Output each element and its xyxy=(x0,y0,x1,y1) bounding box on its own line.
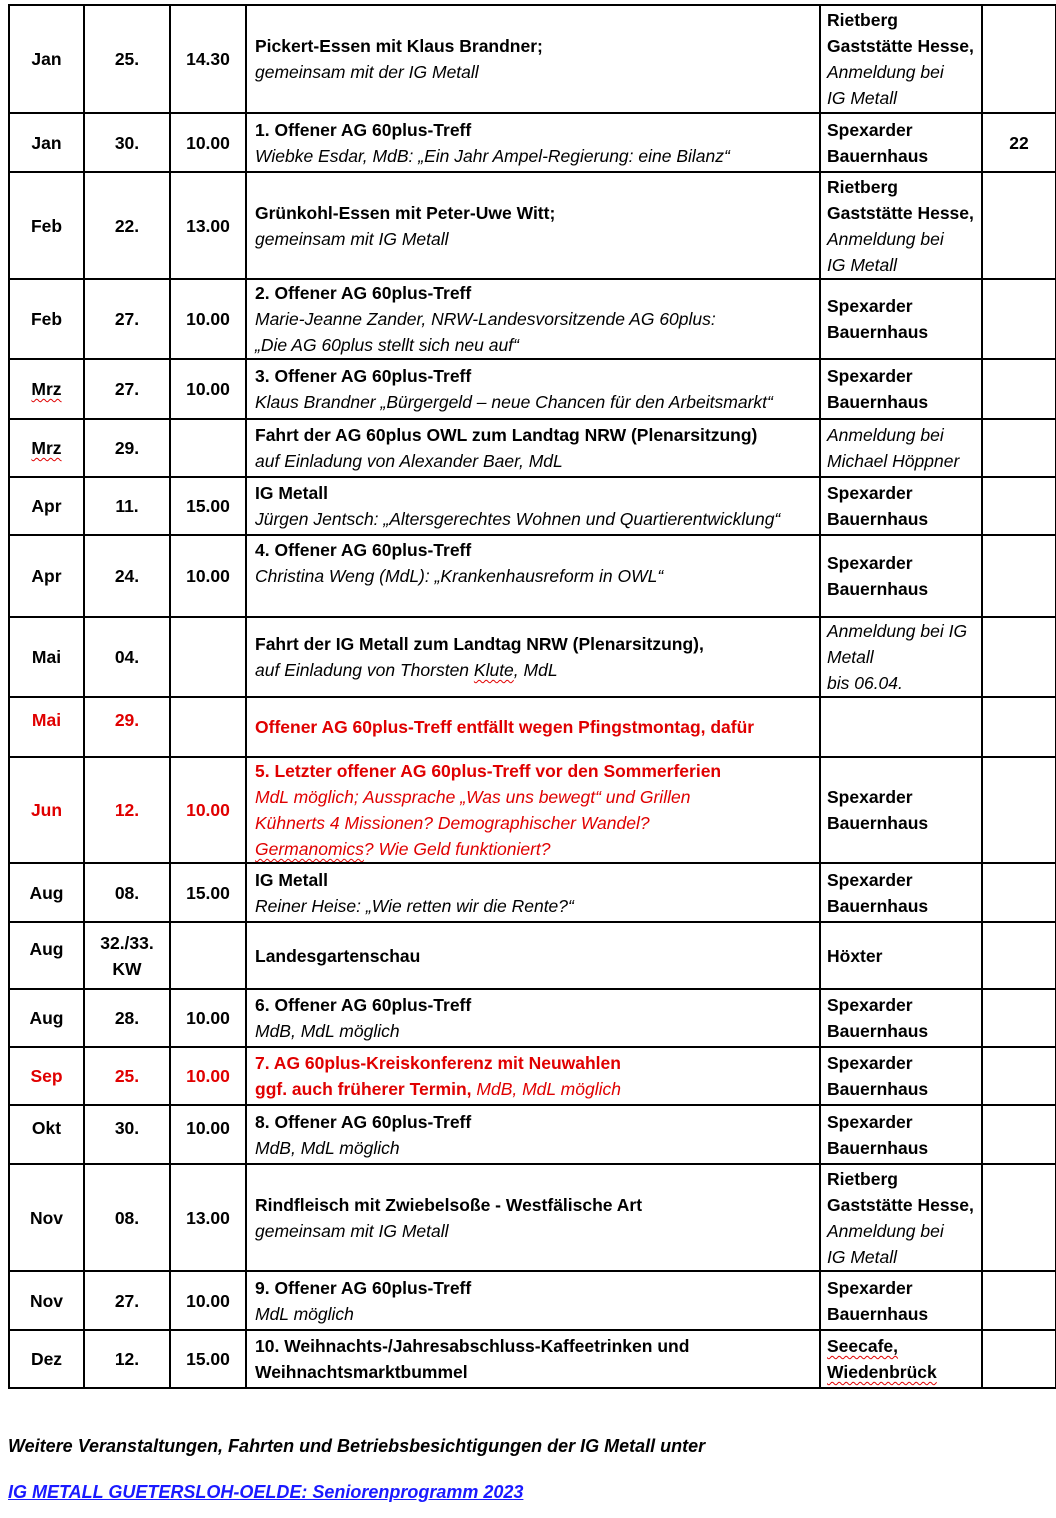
location-line: Bauernhaus xyxy=(827,813,929,833)
location-cell xyxy=(820,535,982,617)
time-cell: 10.00 xyxy=(170,113,246,172)
location-line: Gaststätte Hesse, xyxy=(827,1194,974,1215)
location-note: Metall xyxy=(827,647,874,667)
month-cell: Nov xyxy=(9,1164,84,1271)
month-cell: Aug xyxy=(9,922,84,989)
day-cell: 28. xyxy=(84,989,170,1047)
location-line: Gaststätte Hesse, xyxy=(827,202,974,223)
day-cell: 08. xyxy=(84,1164,170,1271)
month-cell xyxy=(9,359,84,419)
location-text: Wiedenbrück xyxy=(827,1362,937,1382)
event-cell xyxy=(246,5,820,113)
time-cell xyxy=(170,617,246,697)
location-line xyxy=(827,1359,979,1385)
location-cell xyxy=(820,477,982,535)
table-row xyxy=(9,989,1056,1047)
location-cell xyxy=(820,1164,982,1271)
location-line: Bauernhaus xyxy=(827,322,929,342)
month-cell: Apr xyxy=(9,477,84,535)
table-row xyxy=(9,419,1056,477)
month-text: Mrz xyxy=(31,438,62,458)
day-text: 32./33. xyxy=(100,932,154,953)
event-title: Rindfleisch mit Zwiebelsoße - Westfälische Art xyxy=(255,1194,643,1215)
location-line: Bauernhaus xyxy=(827,1137,929,1158)
number-cell xyxy=(982,477,1056,535)
event-detail: auf Einladung von Alexander Baer, MdL xyxy=(255,451,563,471)
location-line: Spexarder xyxy=(827,787,913,807)
table-row xyxy=(9,1047,1056,1105)
number-cell xyxy=(982,697,1056,757)
location-note: Anmeldung bei IG xyxy=(827,621,968,641)
event-title: 9. Offener AG 60plus-Treff xyxy=(255,1277,472,1298)
month-cell: Sep xyxy=(9,1047,84,1105)
time-cell: 15.00 xyxy=(170,863,246,922)
location-cell xyxy=(820,113,982,172)
table-row xyxy=(9,359,1056,419)
event-detail-part: ? Wie Geld funktioniert? xyxy=(363,839,551,859)
event-cell xyxy=(246,1105,820,1164)
location-line: Bauernhaus xyxy=(827,509,929,529)
location-line: Bauernhaus xyxy=(827,895,929,916)
day-cell: 25. xyxy=(84,1047,170,1105)
seniorenprogramm-link[interactable]: IG METALL GUETERSLOH-OELDE: Seniorenprogramm 2023 xyxy=(8,1482,524,1502)
number-cell xyxy=(982,1330,1056,1388)
location-cell xyxy=(820,617,982,697)
day-cell: 22. xyxy=(84,172,170,279)
location-line: Spexarder xyxy=(827,1053,913,1073)
day-cell: 25. xyxy=(84,5,170,113)
location-note: IG Metall xyxy=(827,254,898,275)
month-cell: Dez xyxy=(9,1330,84,1388)
location-cell xyxy=(820,757,982,863)
table-row xyxy=(9,1105,1056,1164)
location-note: Anmeldung bei xyxy=(827,62,944,82)
event-detail xyxy=(255,1076,811,1102)
number-cell xyxy=(982,757,1056,863)
location-note: Michael Höppner xyxy=(827,451,960,471)
event-cell xyxy=(246,697,820,757)
footer-note: Weitere Veranstaltungen, Fahrten und Betriebsbesichtigungen der IG Metall unter xyxy=(8,1436,706,1456)
month-cell: Feb xyxy=(9,279,84,359)
event-detail: Marie-Jeanne Zander, NRW-Landesvorsitzende AG 60plus: xyxy=(255,309,716,329)
location-cell xyxy=(820,863,982,922)
location-line: Rietberg xyxy=(827,1168,898,1189)
location-line: Spexarder xyxy=(827,1277,913,1298)
number-cell xyxy=(982,5,1056,113)
time-cell: 10.00 xyxy=(170,279,246,359)
event-title: 5. Letzter offener AG 60plus-Treff vor den Sommerferien xyxy=(255,761,722,781)
month-cell: Aug xyxy=(9,863,84,922)
location-note: IG Metall xyxy=(827,1246,898,1267)
location-note: Anmeldung bei xyxy=(827,425,944,445)
event-cell xyxy=(246,535,820,617)
number-cell xyxy=(982,989,1056,1047)
location-note: Anmeldung bei xyxy=(827,228,944,249)
number-cell xyxy=(982,359,1056,419)
event-title: IG Metall xyxy=(255,483,328,503)
location-line: Spexarder xyxy=(827,119,913,140)
time-cell: 10.00 xyxy=(170,1047,246,1105)
event-detail: MdL möglich; Aussprache „Was uns bewegt“ und Grillen xyxy=(255,787,691,807)
number-cell xyxy=(982,1271,1056,1330)
event-detail-part: MdB, MdL möglich xyxy=(471,1079,621,1099)
month-cell: Jan xyxy=(9,113,84,172)
table-row xyxy=(9,922,1056,989)
day-cell: 24. xyxy=(84,535,170,617)
month-cell: Apr xyxy=(9,535,84,617)
table-row xyxy=(9,5,1056,113)
month-cell: Jun xyxy=(9,757,84,863)
event-cell xyxy=(246,113,820,172)
number-cell xyxy=(982,922,1056,989)
event-cell xyxy=(246,172,820,279)
event-detail: gemeinsam mit IG Metall xyxy=(255,1220,449,1241)
event-detail: Jürgen Jentsch: „Altersgerechtes Wohnen und Quartierentwicklung“ xyxy=(255,509,781,529)
event-cell xyxy=(246,1047,820,1105)
event-detail: gemeinsam mit der IG Metall xyxy=(255,62,479,82)
location-cell xyxy=(820,419,982,477)
event-detail: Klaus Brandner „Bürgergeld – neue Chancen für den Arbeitsmarkt“ xyxy=(255,392,773,412)
number-cell xyxy=(982,535,1056,617)
time-cell: 14.30 xyxy=(170,5,246,113)
location-cell xyxy=(820,1330,982,1388)
location-text: Seecafe, xyxy=(827,1336,899,1356)
day-cell: 04. xyxy=(84,617,170,697)
number-cell xyxy=(982,1164,1056,1271)
event-cell xyxy=(246,922,820,989)
day-cell: 29. xyxy=(84,419,170,477)
table-row xyxy=(9,1330,1056,1388)
month-cell: Okt xyxy=(9,1105,84,1164)
table-row xyxy=(9,697,1056,757)
month-cell: Jan xyxy=(9,5,84,113)
location-line: Spexarder xyxy=(827,553,913,573)
event-detail xyxy=(255,657,811,683)
location-line: Spexarder xyxy=(827,1111,913,1132)
event-title: Grünkohl-Essen mit Peter-Uwe Witt; xyxy=(255,202,556,223)
month-cell: Mai xyxy=(9,697,84,757)
time-cell: 10.00 xyxy=(170,535,246,617)
event-cell xyxy=(246,989,820,1047)
location-line: Spexarder xyxy=(827,366,913,386)
day-cell: 11. xyxy=(84,477,170,535)
event-detail: Wiebke Esdar, MdB: „Ein Jahr Ampel-Regierung: eine Bilanz“ xyxy=(255,145,730,166)
location-line: Rietberg xyxy=(827,176,898,197)
location-note: Anmeldung bei xyxy=(827,1220,944,1241)
number-cell xyxy=(982,1047,1056,1105)
month-cell: Aug xyxy=(9,989,84,1047)
location-line: Gaststätte Hesse, xyxy=(827,36,974,56)
time-cell: 15.00 xyxy=(170,1330,246,1388)
location-line xyxy=(827,1333,979,1359)
event-cell xyxy=(246,1330,820,1388)
event-detail-part: Germanomics xyxy=(255,839,364,859)
event-cell xyxy=(246,279,820,359)
event-title: 8. Offener AG 60plus-Treff xyxy=(255,1111,472,1132)
number-cell xyxy=(982,172,1056,279)
event-title: Fahrt der IG Metall zum Landtag NRW (Plenarsitzung), xyxy=(255,634,704,654)
time-cell xyxy=(170,419,246,477)
event-title: Weihnachtsmarktbummel xyxy=(255,1362,468,1382)
location-line: Bauernhaus xyxy=(827,1303,929,1324)
time-cell: 10.00 xyxy=(170,1105,246,1164)
location-line: Höxter xyxy=(827,945,883,966)
event-cell xyxy=(246,617,820,697)
number-cell: 22 xyxy=(982,113,1056,172)
month-text: Mrz xyxy=(31,379,62,399)
time-cell: 10.00 xyxy=(170,359,246,419)
number-cell xyxy=(982,1105,1056,1164)
time-cell xyxy=(170,922,246,989)
day-cell: 12. xyxy=(84,1330,170,1388)
event-detail: „Die AG 60plus stellt sich neu auf“ xyxy=(255,335,519,355)
event-detail-part: , MdL xyxy=(513,660,558,680)
location-note: bis 06.04. xyxy=(827,673,903,693)
event-cell xyxy=(246,1164,820,1271)
location-line: Spexarder xyxy=(827,296,913,316)
event-title: 2. Offener AG 60plus-Treff xyxy=(255,283,472,303)
time-cell xyxy=(170,697,246,757)
month-cell xyxy=(9,419,84,477)
day-cell: 29. xyxy=(84,697,170,757)
location-line: Rietberg xyxy=(827,10,898,30)
day-cell: 12. xyxy=(84,757,170,863)
location-line: Bauernhaus xyxy=(827,579,929,599)
time-cell: 10.00 xyxy=(170,1271,246,1330)
day-text: KW xyxy=(112,958,142,979)
location-cell xyxy=(820,279,982,359)
event-detail-part: auf Einladung von Thorsten xyxy=(255,660,474,680)
table-row xyxy=(9,477,1056,535)
event-title: IG Metall xyxy=(255,869,328,890)
table-row xyxy=(9,863,1056,922)
number-cell xyxy=(982,863,1056,922)
day-cell: 30. xyxy=(84,1105,170,1164)
event-detail-part: Klute xyxy=(473,660,514,680)
table-row xyxy=(9,535,1056,617)
event-cell xyxy=(246,1271,820,1330)
time-cell: 10.00 xyxy=(170,989,246,1047)
table-row xyxy=(9,1164,1056,1271)
event-cell xyxy=(246,757,820,863)
location-cell xyxy=(820,922,982,989)
month-cell: Feb xyxy=(9,172,84,279)
time-cell: 13.00 xyxy=(170,1164,246,1271)
event-title: 10. Weihnachts-/Jahresabschluss-Kaffeetrinken und xyxy=(255,1336,690,1356)
table-row xyxy=(9,172,1056,279)
month-cell: Nov xyxy=(9,1271,84,1330)
event-title: 3. Offener AG 60plus-Treff xyxy=(255,366,472,386)
location-line: Spexarder xyxy=(827,869,913,890)
location-cell xyxy=(820,172,982,279)
location-cell xyxy=(820,1105,982,1164)
time-cell: 13.00 xyxy=(170,172,246,279)
table-row xyxy=(9,113,1056,172)
day-cell: 27. xyxy=(84,1271,170,1330)
location-cell xyxy=(820,1271,982,1330)
event-detail: Kühnerts 4 Missionen? Demographischer Wandel? xyxy=(255,813,650,833)
location-cell xyxy=(820,5,982,113)
event-detail-part: ggf. auch früherer Termin, xyxy=(255,1079,472,1099)
event-detail: gemeinsam mit IG Metall xyxy=(255,228,449,249)
event-cell xyxy=(246,863,820,922)
day-cell: 27. xyxy=(84,279,170,359)
location-note: IG Metall xyxy=(827,88,898,108)
month-cell: Mai xyxy=(9,617,84,697)
event-detail: MdL möglich xyxy=(255,1303,354,1324)
location-line: Bauernhaus xyxy=(827,1021,929,1041)
event-detail: Christina Weng (MdL): „Krankenhausreform in OWL“ xyxy=(255,566,664,586)
location-line: Bauernhaus xyxy=(827,1079,929,1099)
event-title: Fahrt der AG 60plus OWL zum Landtag NRW (Plenarsitzung) xyxy=(255,425,758,445)
table-row xyxy=(9,1271,1056,1330)
location-cell xyxy=(820,697,982,757)
event-title: Landesgartenschau xyxy=(255,945,421,966)
day-cell xyxy=(84,922,170,989)
event-cell xyxy=(246,359,820,419)
time-cell: 10.00 xyxy=(170,757,246,863)
day-cell: 27. xyxy=(84,359,170,419)
event-title: 4. Offener AG 60plus-Treff xyxy=(255,540,472,560)
event-detail: Reiner Heise: „Wie retten wir die Rente?“ xyxy=(255,895,574,916)
event-cell xyxy=(246,419,820,477)
table-row xyxy=(9,757,1056,863)
location-line: Bauernhaus xyxy=(827,392,929,412)
event-detail xyxy=(255,836,811,862)
location-line: Bauernhaus xyxy=(827,145,929,166)
location-cell xyxy=(820,1047,982,1105)
event-cell xyxy=(246,477,820,535)
event-title: Offener AG 60plus-Treff entfällt wegen Pfingstmontag, dafür xyxy=(255,717,755,737)
number-cell xyxy=(982,419,1056,477)
table-row xyxy=(9,279,1056,359)
number-cell xyxy=(982,617,1056,697)
time-cell: 15.00 xyxy=(170,477,246,535)
location-line: Spexarder xyxy=(827,995,913,1015)
event-title: 6. Offener AG 60plus-Treff xyxy=(255,995,472,1015)
event-title: Pickert-Essen mit Klaus Brandner; xyxy=(255,36,543,56)
location-cell xyxy=(820,359,982,419)
event-detail: MdB, MdL möglich xyxy=(255,1021,400,1041)
day-cell: 08. xyxy=(84,863,170,922)
event-title: 1. Offener AG 60plus-Treff xyxy=(255,119,472,140)
event-detail: MdB, MdL möglich xyxy=(255,1137,400,1158)
table-row xyxy=(9,617,1056,697)
number-cell xyxy=(982,279,1056,359)
location-line: Spexarder xyxy=(827,483,913,503)
schedule-table xyxy=(8,4,1056,1389)
day-cell: 30. xyxy=(84,113,170,172)
location-cell xyxy=(820,989,982,1047)
event-title: 7. AG 60plus-Kreiskonferenz mit Neuwahlen xyxy=(255,1053,621,1073)
